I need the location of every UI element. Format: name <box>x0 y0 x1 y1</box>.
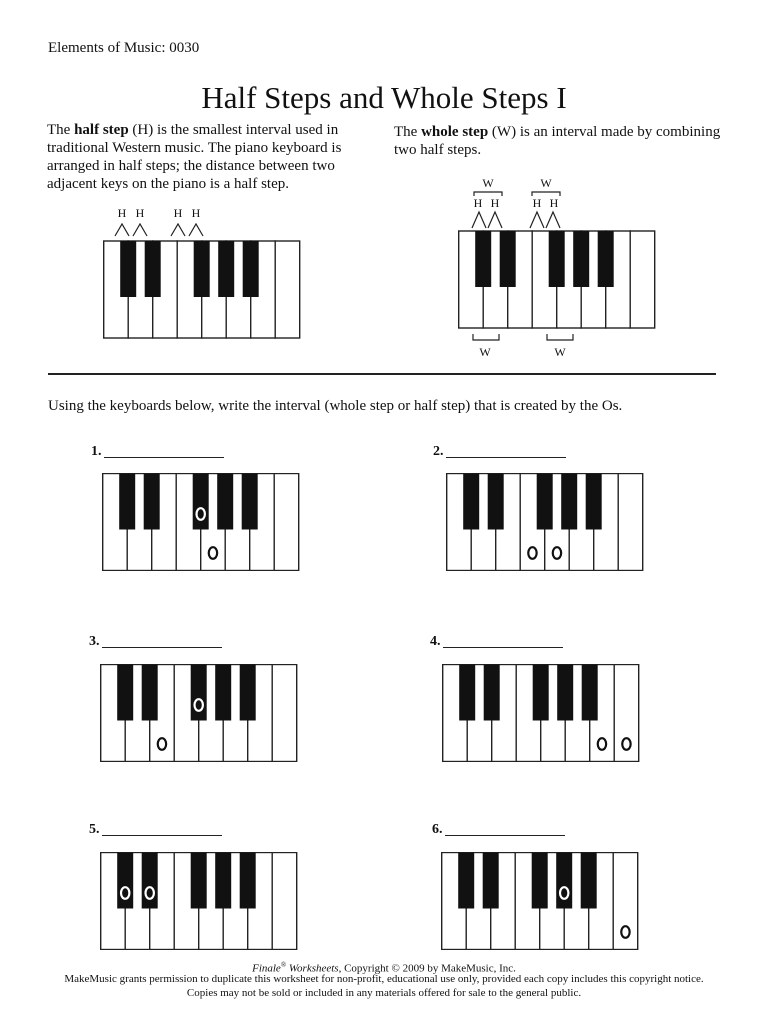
half-step-caret-2 <box>133 224 147 236</box>
whole-step-term: whole step <box>421 124 489 140</box>
half-step-text: (H) is the smallest interval used in traditional Western music. The piano keyboard is arranged in half steps; the distance between two adjacent keys on the piano is a half step. <box>47 122 342 192</box>
half-step-example-keyboard <box>103 200 303 342</box>
interval-marker-o <box>158 738 166 750</box>
half-step-prefix: The <box>47 122 75 138</box>
white-key <box>618 474 643 571</box>
question-1-answer-line[interactable] <box>104 457 224 458</box>
question-4-keyboard <box>442 664 642 762</box>
half-mark-w2: H <box>490 196 500 210</box>
whole-bracket-bottom-2 <box>547 334 573 340</box>
black-key <box>215 853 231 909</box>
black-key <box>549 231 565 287</box>
question-6-answer-line[interactable] <box>445 835 565 836</box>
black-key <box>215 665 231 721</box>
question-2-answer-line[interactable] <box>446 457 566 458</box>
question-5-label: 5. <box>89 822 100 837</box>
whole-caret-4 <box>546 212 560 228</box>
interval-marker-o <box>621 926 629 938</box>
half-mark-1: H <box>117 206 127 220</box>
question-2-label: 2. <box>433 444 444 459</box>
black-key <box>191 853 207 909</box>
question-6-keyboard <box>441 852 641 950</box>
question-1-keyboard <box>102 473 302 571</box>
white-key <box>275 241 300 338</box>
white-key <box>272 853 297 950</box>
interval-marker-o <box>553 547 561 559</box>
black-key <box>458 853 474 909</box>
black-key <box>557 665 573 721</box>
black-key <box>483 853 499 909</box>
whole-step-text: (W) is an interval made by combining two half steps. <box>394 124 721 158</box>
footer-reg-mark: ® <box>280 961 287 969</box>
black-key <box>194 241 210 297</box>
half-step-caret-4 <box>189 224 203 236</box>
white-key <box>272 665 297 762</box>
half-mark-4: H <box>191 206 201 220</box>
whole-caret-1 <box>472 212 486 228</box>
question-5-answer-line[interactable] <box>102 835 222 836</box>
black-key <box>144 474 160 530</box>
black-key <box>240 665 256 721</box>
half-step-caret-1 <box>115 224 129 236</box>
question-4-label: 4. <box>430 634 441 649</box>
whole-caret-3 <box>530 212 544 228</box>
black-key <box>561 474 577 530</box>
question-3-answer-line[interactable] <box>102 647 222 648</box>
white-key <box>630 231 655 328</box>
black-key <box>533 665 549 721</box>
footer-restriction: Copies may not be sold or included in any materials offered for sale to the general public. <box>186 987 582 999</box>
half-mark-2: H <box>135 206 145 220</box>
footer-brand: Finale <box>252 962 281 975</box>
black-key <box>586 474 602 530</box>
black-key <box>500 231 516 287</box>
black-key <box>193 474 209 530</box>
black-key <box>142 853 158 909</box>
interval-marker-o <box>209 547 217 559</box>
question-5-keyboard <box>100 852 300 950</box>
black-key <box>475 231 491 287</box>
black-key <box>218 241 234 297</box>
black-key <box>581 853 597 909</box>
question-3-label: 3. <box>89 634 100 649</box>
question-6-label: 6. <box>432 822 443 837</box>
black-key <box>217 474 233 530</box>
black-key <box>537 474 553 530</box>
interval-marker-o <box>528 547 536 559</box>
black-key <box>117 853 133 909</box>
black-key <box>463 474 479 530</box>
whole-mark-top-2: W <box>540 176 552 190</box>
footer-worksheets: Worksheets <box>286 962 339 975</box>
page-title: Half Steps and Whole Steps I <box>201 80 567 115</box>
footer-permission: MakeMusic grants permission to duplicate this worksheet for non-profit, educational use only, provided each copy includes this copyright notice. <box>64 973 704 985</box>
course-code: Elements of Music: 0030 <box>48 40 200 56</box>
black-key <box>119 474 135 530</box>
black-key <box>484 665 500 721</box>
whole-mark-bottom-1: W <box>479 345 491 359</box>
half-mark-w1: H <box>473 196 483 210</box>
black-key <box>240 853 256 909</box>
whole-step-example-keyboard <box>458 172 658 368</box>
half-mark-w3: H <box>532 196 542 210</box>
whole-step-definition <box>394 123 729 159</box>
interval-marker-o <box>598 738 606 750</box>
black-key <box>532 853 548 909</box>
whole-caret-2 <box>488 212 502 228</box>
question-4-answer-line[interactable] <box>443 647 563 648</box>
black-key <box>191 665 207 721</box>
interval-marker-o <box>622 738 630 750</box>
footer-copyright-text: , Copyright © 2009 by MakeMusic, Inc. <box>338 962 516 975</box>
section-divider <box>48 373 716 375</box>
question-1-label: 1. <box>91 444 102 459</box>
half-step-annotations <box>115 206 203 236</box>
black-key <box>582 665 598 721</box>
half-mark-3: H <box>173 206 183 220</box>
black-key <box>573 231 589 287</box>
question-3-keyboard <box>100 664 300 762</box>
black-key <box>242 474 258 530</box>
black-key <box>117 665 133 721</box>
black-key <box>120 241 136 297</box>
whole-mark-bottom-2: W <box>554 345 566 359</box>
half-step-term: half step <box>74 122 129 138</box>
black-key <box>459 665 475 721</box>
black-key <box>488 474 504 530</box>
black-key <box>142 665 158 721</box>
white-key <box>274 474 299 571</box>
half-step-caret-3 <box>171 224 185 236</box>
black-key <box>145 241 161 297</box>
question-2-keyboard <box>446 473 646 571</box>
whole-step-prefix: The <box>394 124 422 140</box>
black-key <box>243 241 259 297</box>
half-mark-w4: H <box>549 196 559 210</box>
black-key <box>556 853 572 909</box>
whole-mark-top-1: W <box>482 176 494 190</box>
whole-bracket-bottom-1 <box>473 334 499 340</box>
black-key <box>598 231 614 287</box>
half-step-definition <box>47 121 352 193</box>
instructions: Using the keyboards below, write the interval (whole step or half step) that is created by the Os. <box>48 398 623 414</box>
